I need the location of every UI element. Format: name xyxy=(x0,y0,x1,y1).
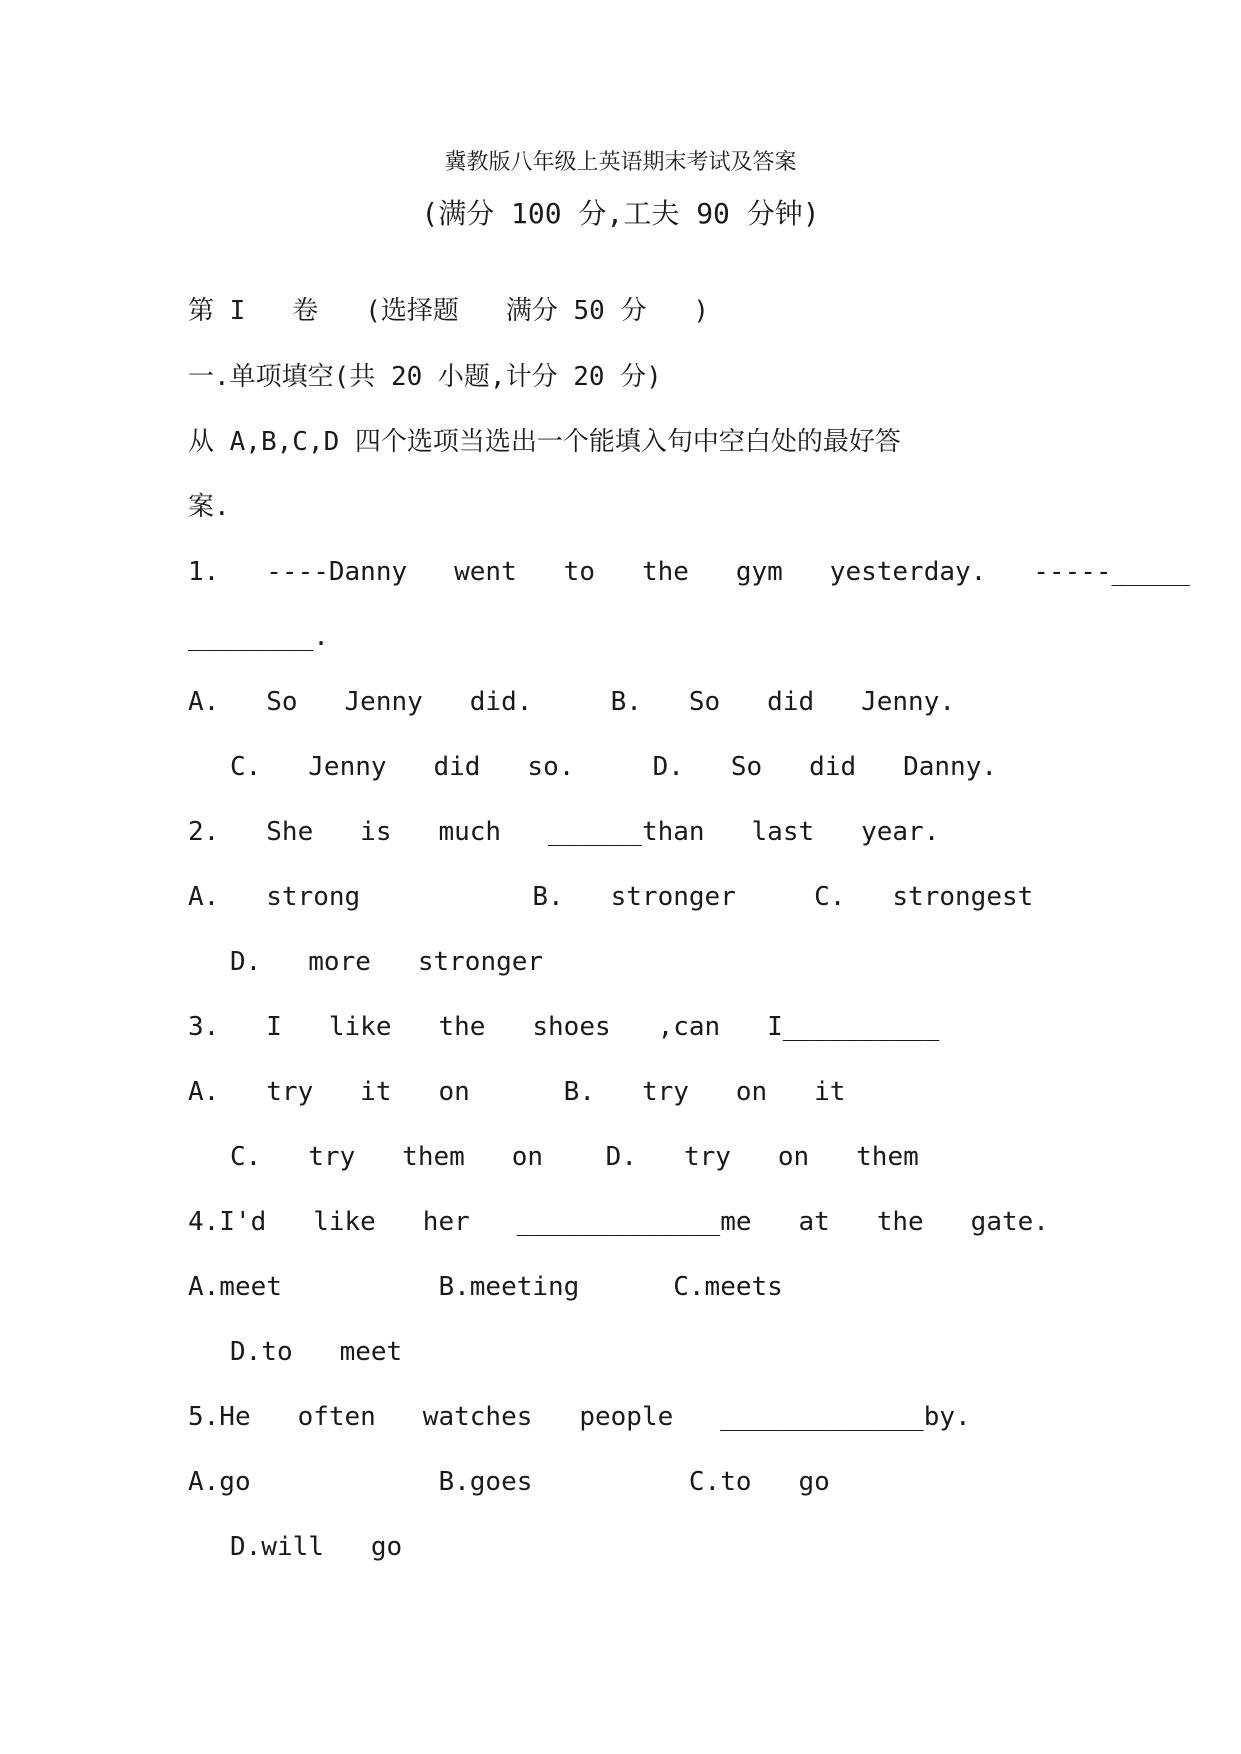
question-4-options: A.meet B.meeting C.meets xyxy=(188,1272,783,1302)
question-3-stem: 3. I like the shoes ,can I__________ xyxy=(188,1012,940,1042)
instruction-line: 从 A,B,C,D 四个选项当选出一个能填入句中空白处的最好答 xyxy=(188,427,901,457)
volume-heading: 第 I 卷 (选择题 满分 50 分 ) xyxy=(188,296,710,326)
question-5-options: A.go B.goes C.to go xyxy=(188,1467,830,1497)
question-1-stem: 1. ----Danny went to the gym yesterday. -----_____ xyxy=(188,557,1190,587)
question-2-stem: 2. She is much ______than last year. xyxy=(188,817,940,847)
question-4-stem: 4.I'd like her _____________me at the gate. xyxy=(188,1207,1049,1237)
part-heading: 一.单项填空(共 20 小题,计分 20 分) xyxy=(188,362,662,392)
question-5-stem: 5.He often watches people _____________by. xyxy=(188,1402,971,1432)
question-1-stem-continued: ________. xyxy=(188,622,329,652)
question-4-options: D.to meet xyxy=(230,1337,403,1367)
question-2-options: D. more stronger xyxy=(230,947,544,977)
question-3-options: C. try them on D. try on them xyxy=(230,1142,919,1172)
question-5-options: D.will go xyxy=(230,1532,403,1562)
instruction-line: 案. xyxy=(188,492,230,522)
question-1-options: C. Jenny did so. D. So did Danny. xyxy=(230,752,998,782)
question-3-options: A. try it on B. try on it xyxy=(188,1077,846,1107)
question-2-options: A. strong B. stronger C. strongest xyxy=(188,882,1034,912)
question-1-options: A. So Jenny did. B. So did Jenny. xyxy=(188,687,956,717)
document-title: 冀教版八年级上英语期末考试及答案 xyxy=(444,150,797,175)
document-subtitle: (满分 100 分,工夫 90 分钟) xyxy=(421,197,820,230)
